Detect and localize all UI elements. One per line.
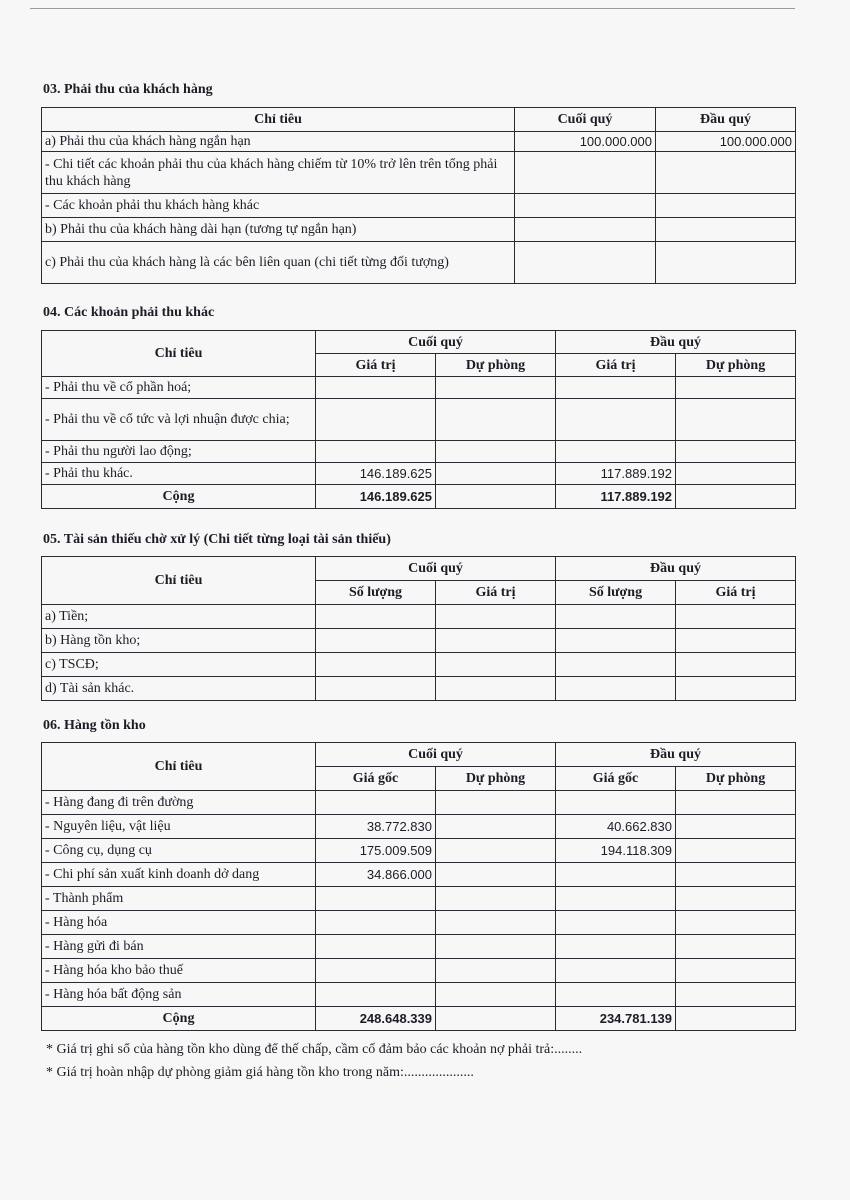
section-04-title: 04. Các khoản phải thu khác: [43, 305, 215, 320]
table-row: - Nguyên liệu, vật liệu 38.772.830 40.662.830: [42, 815, 796, 839]
total-row: Cộng 146.189.625 117.889.192: [42, 485, 796, 509]
table-row: c) TSCĐ;: [42, 653, 796, 677]
section-05-title: 05. Tài sản thiếu chờ xử lý (Chi tiết từng loại tài sản thiếu): [43, 532, 391, 547]
col-header-cuoiquy: Cuối quý: [316, 557, 556, 581]
section-06-title: 06. Hàng tồn kho: [43, 718, 146, 733]
table-06: [41, 742, 796, 1031]
table-04: [41, 330, 796, 509]
col-subheader-duphong: Dự phòng: [676, 767, 796, 791]
table-row: - Hàng hóa bất động sản: [42, 983, 796, 1007]
table-row: - Chi phí sản xuất kinh doanh dở dang 34.866.000: [42, 863, 796, 887]
col-subheader-duphong: Dự phòng: [436, 767, 556, 791]
col-subheader-giatri: Giá trị: [676, 581, 796, 605]
col-header-cuoiquy: Cuối quý: [316, 743, 556, 767]
table-row: - Công cụ, dụng cụ 175.009.509 194.118.309: [42, 839, 796, 863]
col-subheader-giatri: Giá trị: [556, 354, 676, 377]
table-row: b) Phải thu của khách hàng dài hạn (tương tự ngắn hạn): [42, 218, 796, 242]
table-row: - Chi tiết các khoản phải thu của khách hàng chiếm từ 10% trở lên trên tổng phải thu khách hàng: [42, 152, 796, 194]
total-row: Cộng 248.648.339 234.781.139: [42, 1007, 796, 1031]
footnote-collateral: * Giá trị ghi sổ của hàng tồn kho dùng để thế chấp, cầm cố đảm bảo các khoản nợ phải trả:........: [46, 1042, 583, 1057]
table-row: - Các khoản phải thu khách hàng khác: [42, 194, 796, 218]
col-header-chitieu: Chỉ tiêu: [42, 108, 515, 132]
table-row: - Phải thu về cổ tức và lợi nhuận được chia;: [42, 399, 796, 441]
col-subheader-giagoc: Giá gốc: [556, 767, 676, 791]
col-header-dauquy: Đầu quý: [556, 743, 796, 767]
col-header-chitieu: Chỉ tiêu: [42, 743, 316, 791]
footnote-provision-reversal: * Giá trị hoàn nhập dự phòng giảm giá hàng tồn kho trong năm:....................: [46, 1065, 474, 1080]
table-row: c) Phải thu của khách hàng là các bên liên quan (chi tiết từng đối tượng): [42, 242, 796, 284]
col-subheader-soluong: Số lượng: [556, 581, 676, 605]
top-rule: [30, 8, 795, 9]
table-row: a) Tiền;: [42, 605, 796, 629]
col-header-chitieu: Chỉ tiêu: [42, 331, 316, 377]
table-row: - Phải thu khác. 146.189.625 117.889.192: [42, 463, 796, 485]
table-row: - Thành phẩm: [42, 887, 796, 911]
table-row: a) Phải thu của khách hàng ngắn hạn 100.000.000 100.000.000: [42, 132, 796, 152]
table-row: - Phải thu người lao động;: [42, 441, 796, 463]
col-subheader-giatri: Giá trị: [436, 581, 556, 605]
col-subheader-soluong: Số lượng: [316, 581, 436, 605]
table-row: - Hàng hóa kho bảo thuế: [42, 959, 796, 983]
col-header-dauquy: Đầu quý: [556, 557, 796, 581]
table-03: [41, 107, 796, 284]
col-subheader-duphong: Dự phòng: [436, 354, 556, 377]
table-row: b) Hàng tồn kho;: [42, 629, 796, 653]
table-row: - Hàng gửi đi bán: [42, 935, 796, 959]
table-row: - Hàng hóa: [42, 911, 796, 935]
col-subheader-giagoc: Giá gốc: [316, 767, 436, 791]
col-header-cuoiquy: Cuối quý: [316, 331, 556, 354]
col-header-dauquy: Đầu quý: [656, 108, 796, 132]
col-header-chitieu: Chỉ tiêu: [42, 557, 316, 605]
table-row: d) Tài sản khác.: [42, 677, 796, 701]
col-subheader-duphong: Dự phòng: [676, 354, 796, 377]
section-03-title: 03. Phải thu của khách hàng: [43, 82, 213, 97]
table-row: - Hàng đang đi trên đường: [42, 791, 796, 815]
table-row: - Phải thu về cổ phần hoá;: [42, 377, 796, 399]
col-subheader-giatri: Giá trị: [316, 354, 436, 377]
table-05: [41, 556, 796, 701]
col-header-cuoiquy: Cuối quý: [515, 108, 656, 132]
col-header-dauquy: Đầu quý: [556, 331, 796, 354]
